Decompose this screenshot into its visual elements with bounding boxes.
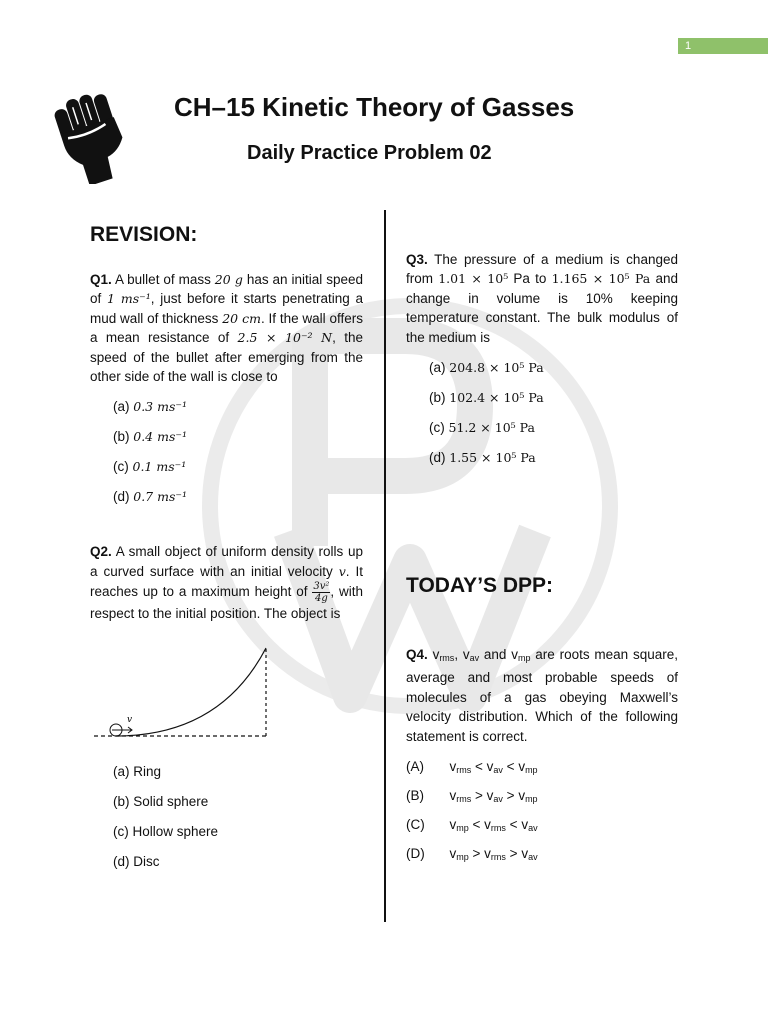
q3-text: Pa to xyxy=(508,271,552,287)
curved-surface-figure xyxy=(90,638,280,748)
q1-resistance: 2.5 × 10⁻² N xyxy=(237,330,333,346)
q2-number: Q2. xyxy=(90,544,112,560)
q1-text: has an initial speed of xyxy=(90,272,363,307)
q4-option-d: (D) $v_{mp} > v_{rms} > v_{av}$ xyxy=(406,846,538,863)
q3-final-pressure: 1.165 × 10⁵ Pa xyxy=(551,271,651,287)
document-title: CH–15 Kinetic Theory of Gasses xyxy=(174,92,575,122)
q2-text: , with respect to the initial position. The object is xyxy=(90,584,364,622)
section-heading-todays-dpp: TODAY’S DPP: xyxy=(406,574,554,598)
q1-thickness: 20 cm xyxy=(222,310,262,326)
q3-option-b: (b) 102.4 × 10⁵ Pa xyxy=(429,390,544,406)
right-column xyxy=(406,250,678,868)
q4-options xyxy=(406,752,678,868)
q2-height-fraction: $\frac{\text{3v²}}{4g}$ xyxy=(313,581,330,605)
q2-option-c: (c) Hollow sphere xyxy=(113,824,219,840)
q1-option-c: (c) 0.1 ms⁻¹ xyxy=(113,459,187,475)
left-column xyxy=(90,222,363,877)
question-3 xyxy=(406,250,678,347)
q1-options xyxy=(113,392,363,512)
q1-option-b: (b) 0.4 ms⁻¹ xyxy=(113,429,187,445)
q2-option-d: (d) Disc xyxy=(113,854,160,870)
q2-option-a: (a) Ring xyxy=(113,764,162,780)
raised-fist-logo xyxy=(48,84,140,184)
column-divider xyxy=(384,210,386,922)
question-1 xyxy=(90,270,363,386)
q1-text: , the speed of the bullet after emerging from the other side of the wall is close to xyxy=(90,330,363,385)
q3-option-d: (d) 1.55 × 10⁵ Pa xyxy=(429,450,536,466)
q3-initial-pressure: 1.01 × 10⁵ xyxy=(438,271,509,287)
page-number: 1 xyxy=(678,38,768,54)
q2-velocity: v xyxy=(338,563,346,579)
q3-option-a: (a) 204.8 × 10⁵ Pa xyxy=(429,360,544,376)
q2-option-b: (b) Solid sphere xyxy=(113,794,209,810)
q2-options xyxy=(113,757,363,877)
q1-option-d: (d) 0.7 ms⁻¹ xyxy=(113,489,187,505)
question-2 xyxy=(90,542,363,623)
q2-text: . It reaches up to a maximum height of xyxy=(90,563,363,600)
q1-number: Q1. xyxy=(90,272,112,287)
q4-option-a: (A) $v_{rms} < v_{av} < v_{mp}$ xyxy=(406,759,538,776)
section-heading-revision: REVISION: xyxy=(90,223,198,246)
q1-text: . If the wall offers a mean resistance of xyxy=(90,310,363,346)
velocity-label: v xyxy=(127,714,133,725)
q4-option-c: (C) $v_{mp} < v_{rms} < v_{av}$ xyxy=(406,817,538,834)
q3-options xyxy=(429,353,678,473)
q1-speed: 1 ms⁻¹ xyxy=(107,291,151,307)
q4-text: are roots mean square, average and most probable speeds of molecules of a gas obeying Maxwell’s velocity distribution. Which of the following statement is correct. xyxy=(406,647,678,744)
q3-text: The pressure of a medium is changed from xyxy=(406,252,678,287)
q3-number: Q3. xyxy=(406,252,428,267)
q1-text: A bullet of mass xyxy=(111,272,215,287)
q4-number: Q4. xyxy=(406,647,428,663)
q1-text: , just before it starts penetrating a mud wall of thickness xyxy=(90,291,363,326)
q2-text: A small object of uniform density rolls up a curved surface with an initial velocity xyxy=(90,544,363,579)
document-subtitle: Daily Practice Problem 02 xyxy=(247,142,492,164)
q1-option-a: (a) 0.3 ms⁻¹ xyxy=(113,399,187,415)
question-4: Q4. $v_{rms}$, $v_{av}$ and $v_{mp}$ are roots mean square, average and most probable speeds of molecules of a gas obeying Maxwell’s velocity distribution. Which of the following statement is correct. xyxy=(406,647,678,744)
q3-text: and change in volume is 10% keeping temperature constant. The bulk modulus of the medium is xyxy=(406,271,678,345)
q4-option-b: (B) $v_{rms} > v_{av} > v_{mp}$ xyxy=(406,788,538,805)
q1-mass: 20 g xyxy=(214,272,243,287)
q3-option-c: (c) 51.2 × 10⁵ Pa xyxy=(429,420,535,436)
